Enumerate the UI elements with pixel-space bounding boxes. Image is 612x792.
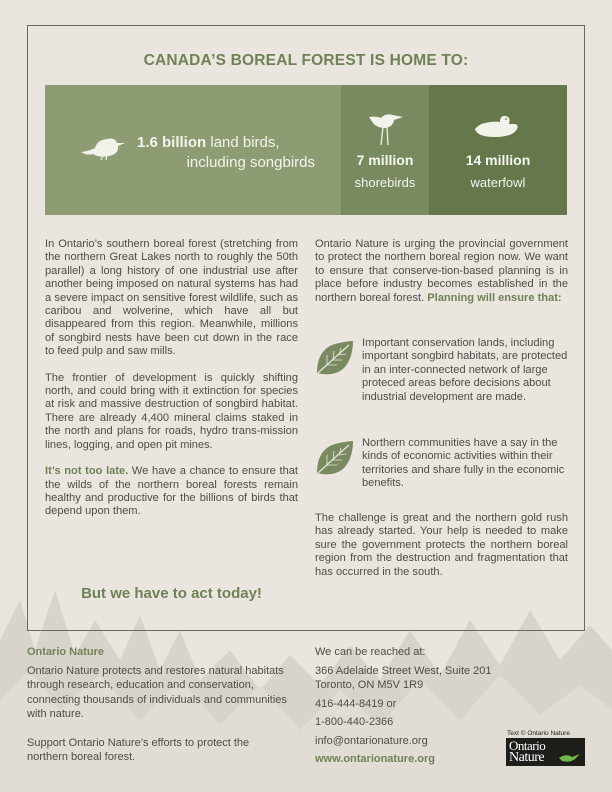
stat-shorebirds bbox=[341, 85, 429, 215]
logo-line-2: Nature bbox=[509, 750, 545, 765]
website-link[interactable]: www.ontarionature.org bbox=[315, 753, 435, 765]
right-paragraph-2: The challenge is great and the northern gold rush has already started. Your help is needed to make sure the government protects the northern boreal region from the destruction and fragmentation that has occurred in the south. bbox=[315, 512, 568, 578]
left-paragraph-1: In Ontario’s southern boreal forest (stretching from the northern Great Lakes north to roughly the 50th parallel) a long history of one industrial use after another being imposed on natural systems has had a severe impact on sensitive forest wildlife, such as caribou and wolverine, which have all but disappeared from this region. Meanwhile, millions of songbird nests have been cut down in the race to feed pulp and saw mills. bbox=[45, 238, 298, 358]
text-credit: Text © Ontario Nature bbox=[507, 730, 570, 737]
address-line-2: Toronto, ON M5V 1R9 bbox=[315, 679, 424, 691]
phone-number-2: 1-800-440-2366 bbox=[315, 716, 394, 728]
footer-contact bbox=[315, 645, 515, 767]
stat-waterfowl bbox=[429, 85, 567, 215]
page-title: CANADA’S BOREAL FOREST IS HOME TO: bbox=[143, 52, 469, 69]
phone-number-1: 416-444-8419 or bbox=[315, 697, 397, 710]
songbird-icon bbox=[79, 134, 127, 160]
left-column bbox=[45, 238, 298, 532]
bird-stats-banner bbox=[45, 85, 567, 215]
shorebird-icon bbox=[363, 103, 407, 147]
stat-land-birds bbox=[45, 85, 341, 215]
footer-about bbox=[27, 645, 287, 765]
right-column bbox=[315, 238, 568, 318]
land-birds-label-2: including songbirds bbox=[186, 154, 315, 171]
waterfowl-number: 14 million bbox=[465, 152, 531, 168]
bullet-2-text: Northern communities have a say in the kinds of economic activities within their territories and share fully in the economic benefits. bbox=[362, 437, 565, 490]
email-link[interactable]: info@ontarionature.org bbox=[315, 734, 428, 747]
shorebirds-label: shorebirds bbox=[354, 175, 416, 190]
land-birds-label-1: land birds, bbox=[206, 134, 280, 151]
logo-line-1: Ontario bbox=[509, 738, 546, 753]
waterfowl-label: waterfowl bbox=[470, 175, 526, 190]
left-paragraph-2: The frontier of development is quickly shifting north, and could bring with it extinction for species at risk and massive destruction of songbird habitat. There are already 4,400 mineral claims staked in the north and plans for roads, hydro trans-mission lines, logging, and open pit mines. bbox=[45, 371, 298, 451]
right-paragraph-1-text: Ontario Nature is urging the provincial government to protect the northern boreal region now. We want to ensure that conserve-tion-based planning is in place before industry becomes established in the northern boreal forest. bbox=[315, 238, 568, 304]
planning-highlight: Planning will ensure that: bbox=[427, 291, 562, 304]
leaf-icon bbox=[315, 339, 355, 377]
left-paragraph-3 bbox=[45, 465, 298, 519]
left-paragraph-3-text: We have a chance to ensure that the wilds of the northern boreal forests remain healthy and productive for the billions of birds that depend upon them. bbox=[45, 465, 298, 518]
footer-org-name: Ontario Nature bbox=[27, 646, 105, 658]
land-birds-number: 1.6 billion bbox=[137, 134, 207, 151]
leaf-icon bbox=[315, 439, 355, 477]
duck-icon bbox=[473, 113, 523, 139]
footer-support-text: Support Ontario Nature’s efforts to protect the northern boreal forest. bbox=[27, 736, 250, 763]
not-too-late-highlight: It’s not too late. bbox=[45, 465, 129, 478]
logo-bird-icon bbox=[558, 752, 582, 764]
shorebirds-number: 7 million bbox=[356, 152, 414, 168]
call-to-action: But we have to act today! bbox=[81, 585, 262, 602]
footer-about-text: Ontario Nature protects and restores natural habitats through research, education and conservation, connecting thousands of individuals and communities with nature. bbox=[27, 664, 287, 720]
contact-heading: We can be reached at: bbox=[315, 646, 426, 658]
right-paragraph-1 bbox=[315, 238, 568, 305]
ontario-nature-logo bbox=[506, 738, 585, 766]
bullet-1-text: Important conservation lands, including important songbird habitats, are protected in an inter-connected network of large proteced areas before decisions about industrial development are made. bbox=[362, 337, 568, 403]
address-line-1: 366 Adelaide Street West, Suite 201 bbox=[315, 664, 492, 677]
